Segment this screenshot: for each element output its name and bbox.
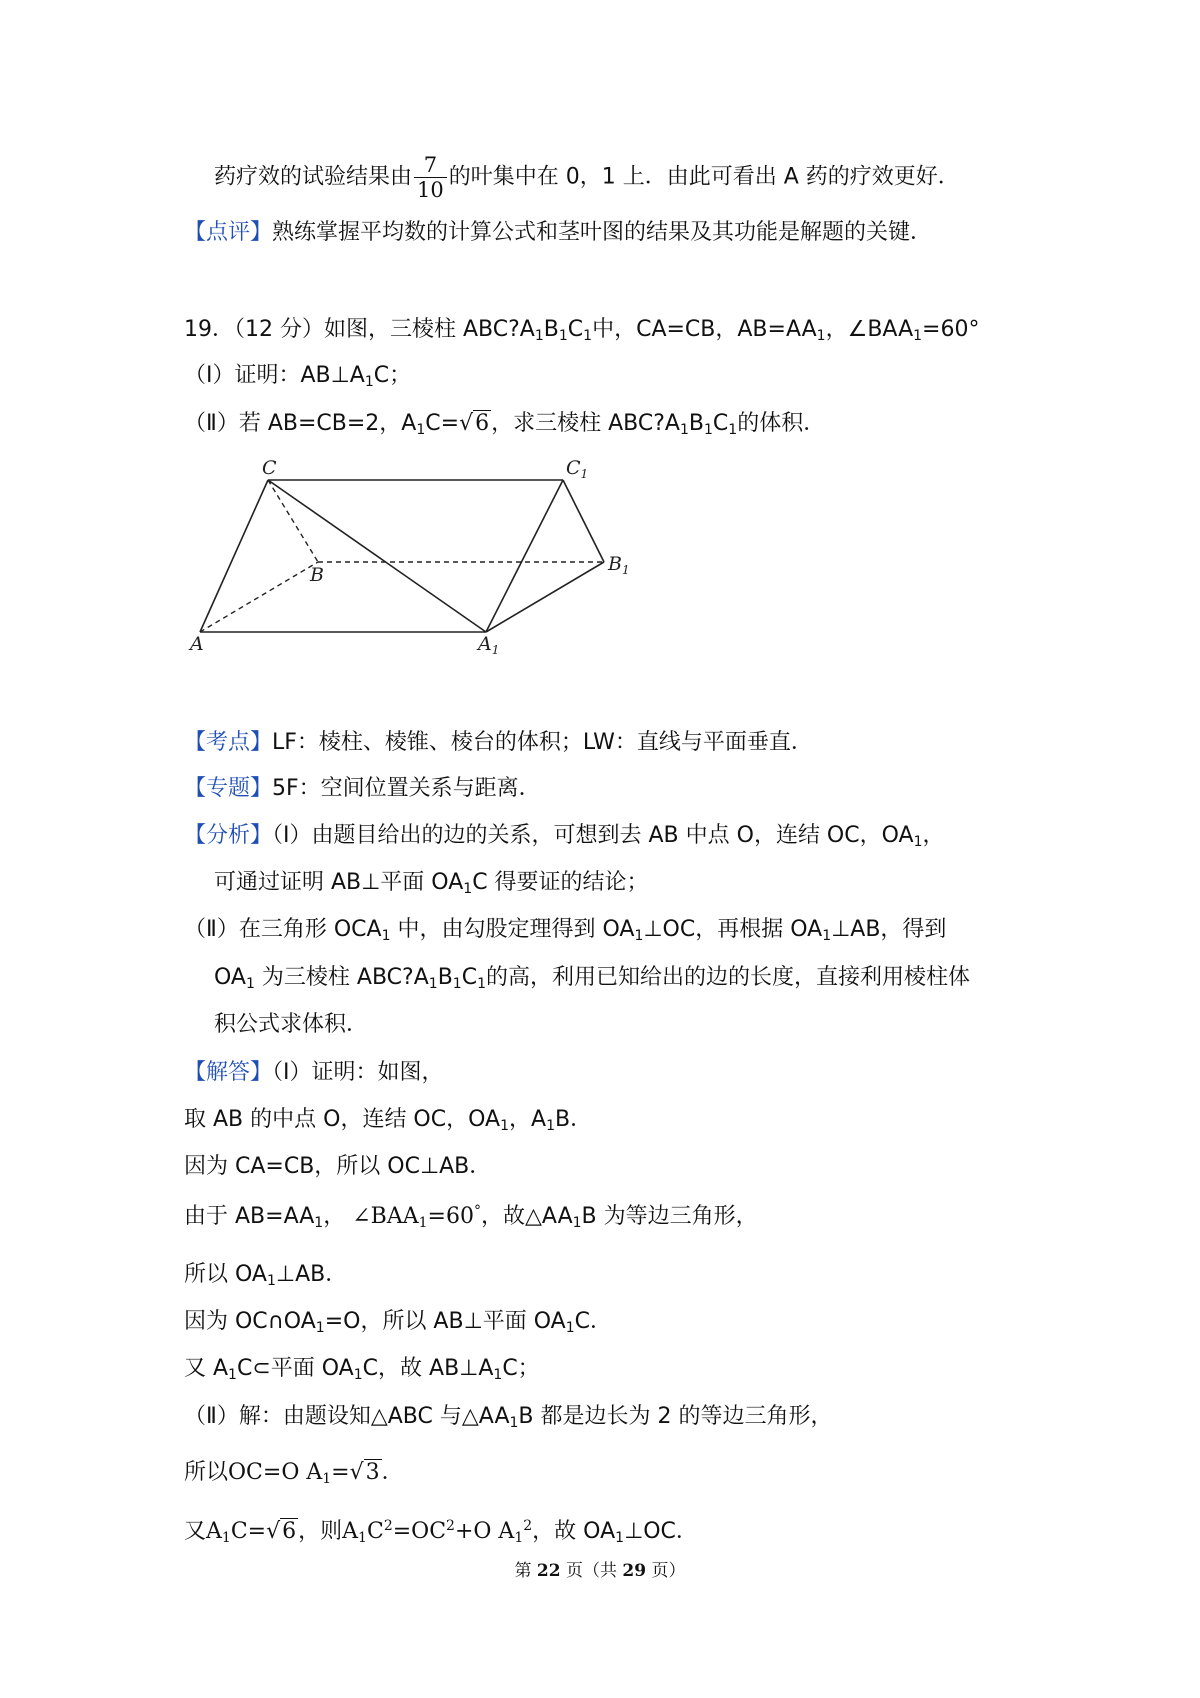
jieda-text-10-then: ，则	[298, 1519, 343, 1544]
fenxi-text-4-pre: OA	[214, 965, 246, 990]
label-B1: $B_1$	[608, 553, 630, 577]
jieda-line-5: 所以 $OA_1\perp AB$．	[184, 1262, 348, 1289]
part1-end: C；	[373, 363, 412, 388]
page-number: 22	[536, 1561, 561, 1581]
fenxi-text-2-post: C 得要证的结论；	[472, 870, 649, 895]
zhuanti-tag: 【专题】	[184, 776, 273, 801]
jieda-text-8-pre: （Ⅱ）解：由题设知△ABC 与△AA	[184, 1404, 510, 1429]
kaodian-line	[184, 728, 813, 758]
jieda-line-7: 又 $A_1C\subset$平面 $OA_1C$，故 $AB\perp A_1C$；	[184, 1356, 540, 1383]
fenxi-line-3: （Ⅱ）在三角形 $OCA_1$ 中，由勾股定理得到 $OA_1\perp OC$，再根据 $OA_1\perp AB$，得到	[184, 917, 947, 944]
problem-part1: （Ⅰ）证明：$AB\perp A_1C$；	[184, 363, 412, 390]
pythagoras-formula: $A_1C^2=OC^2+O$ $A_1^2$	[342, 1518, 533, 1546]
label-B: B	[310, 564, 324, 586]
page-footer	[0, 1556, 1200, 1581]
edge-C-A	[200, 480, 268, 632]
fenxi-text-5: 积公式求体积．	[214, 1012, 369, 1037]
edge-C-A1	[268, 480, 486, 632]
zhuanti-text: 5F：空间位置关系与距离．	[272, 776, 541, 801]
part1-text: （Ⅰ）证明：AB⊥A	[184, 363, 365, 388]
footer-mid: 页（共	[560, 1561, 623, 1581]
problem-conditions: 中，CA=CB，AB=AA	[592, 317, 817, 342]
jieda-text-6-pre: 因为 OC∩OA	[184, 1309, 316, 1334]
fenxi-text-3-pre: （Ⅱ）在三角形 OCA	[184, 917, 382, 942]
jieda-text-3: 因为 CA=CB，所以 OC⊥AB．	[184, 1154, 492, 1179]
jieda-text-6-mid: =O，所以 AB⊥平面 OA	[324, 1309, 566, 1334]
jieda-text-10-end: ⊥OC．	[624, 1519, 698, 1544]
kaodian-tag: 【考点】	[184, 730, 273, 755]
jieda-line-10: 又$A_1C=√6$，则$A_1C^2=OC^2+O$ $A_1^2$，故 $OA_1\perp OC$．	[184, 1518, 698, 1546]
dianping-text: 熟练掌握平均数的计算公式和茎叶图的结果及其功能是解题的关键．	[272, 220, 933, 245]
jieda-text-6-end: C．	[574, 1309, 613, 1334]
fenxi-text-1: （Ⅰ）由题目给出的边的关系，可想到去 AB 中点 O，连结 OC，OA	[272, 823, 914, 848]
dianping-line	[184, 218, 932, 248]
problem-angle-label: ，∠BAA	[825, 317, 914, 342]
missing-glyph: ?	[402, 965, 414, 990]
jieda-line-9	[184, 1458, 404, 1488]
footer-pre: 第	[514, 1561, 537, 1581]
jieda-text-4-end: B 为等边三角形，	[581, 1204, 758, 1229]
problem-number: 19．（12 分）如图，三棱柱 ABC	[184, 317, 509, 342]
jieda-text-10-pre: 又	[184, 1519, 207, 1544]
label-C: C	[262, 457, 277, 479]
sqrt-3: √3	[349, 1460, 380, 1485]
jieda-text-9-pre: 所以	[184, 1460, 229, 1485]
fraction-7-10	[414, 153, 447, 202]
jieda-text-7-mid2: C，故 AB⊥A	[362, 1356, 494, 1381]
footer-post: 页）	[646, 1561, 686, 1581]
fenxi-line-4: $OA_1$ 为三棱柱 $ABC?A_1B_1C_1$的高，利用已知给出的边的长度，直接利用棱柱体	[214, 965, 971, 992]
fenxi-text-3-end: ⊥AB，得到	[831, 917, 947, 942]
fenxi-text-3-mid: 中，由勾股定理得到 OA	[390, 917, 635, 942]
jieda-line-8: （Ⅱ）解：由题设知△ABC 与$\triangle AA_1B$ 都是边长为 2 的等边三角形，	[184, 1404, 833, 1431]
fenxi-text-1-end: ，	[922, 823, 945, 848]
fenxi-tag: 【分析】	[184, 823, 273, 848]
jieda-line-1	[184, 1058, 444, 1088]
a1c-formula: $A_1C=√6$	[206, 1519, 297, 1546]
jieda-text-2-end: B．	[555, 1107, 593, 1132]
jieda-tag: 【解答】	[184, 1060, 273, 1085]
jieda-text-4-post: ，故△AA	[480, 1204, 573, 1229]
edge-C1-B1	[563, 480, 604, 562]
fenxi-text-4-mid: 为三棱柱 ABC	[254, 965, 403, 990]
jieda-line-3	[184, 1152, 491, 1182]
edge-C-B-hidden	[268, 480, 318, 562]
fenxi-text-3-mid2: ⊥OC，再根据 OA	[643, 917, 823, 942]
jieda-text-7-mid: C⊂平面 OA	[236, 1356, 354, 1381]
jieda-text-10-post: ，故 OA	[532, 1519, 616, 1544]
problem-part2: （Ⅱ）若 AB=CB=2，$A_1C=√6$，求三棱柱 $ABC?A_1B_1C_1$的体积．	[184, 411, 826, 438]
jieda-text-5-pre: 所以 OA	[184, 1262, 267, 1287]
part2-text-post: ，求三棱柱 ABC	[491, 411, 654, 436]
fenxi-text-2-pre: 可通过证明 AB⊥平面 OA	[214, 870, 464, 895]
part2-mid: C=	[425, 411, 460, 436]
kaodian-text: LF：棱柱、棱锥、棱台的体积；LW：直线与平面垂直．	[272, 730, 813, 755]
problem-header: 19．（12 分）如图，三棱柱 $ABC?A_1B_1C_1$中，CA=CB，$AB=AA_1$，$\angle BAA_1=60^\circ$	[184, 317, 980, 344]
problem-angle-value: =60°	[922, 317, 980, 342]
angle-formula: $\angle BAA_1=60^\circ$	[352, 1203, 481, 1231]
intro-line	[214, 153, 960, 202]
label-C1: $C_1$	[566, 457, 589, 481]
jieda-text-1: （Ⅰ）证明：如图，	[272, 1060, 444, 1085]
jieda-text-4-sep: ，	[323, 1204, 346, 1229]
fenxi-line-1: 【分析】（Ⅰ）由题目给出的边的关系，可想到去 AB 中点 O，连结 OC，$OA_1$，	[184, 823, 945, 850]
prism-figure	[178, 452, 658, 662]
jieda-line-4: 由于 $AB=AA_1$， $\angle BAA_1=60^\circ$，故$\triangle AA_1B$ 为等边三角形，	[184, 1203, 758, 1231]
fenxi-line-2: 可通过证明 AB⊥平面 $OA_1C$ 得要证的结论；	[214, 870, 649, 897]
dianping-tag: 【点评】	[184, 220, 273, 245]
part2-text-pre: （Ⅱ）若 AB=CB=2，A	[184, 411, 417, 436]
jieda-line-6: 因为 $OC\cap OA_1=O$，所以 AB⊥平面 $OA_1C$．	[184, 1309, 613, 1336]
zhuanti-line	[184, 774, 541, 804]
edge-A-B-hidden	[200, 562, 318, 632]
missing-glyph: ?	[508, 317, 520, 342]
fraction-denominator: 10	[417, 178, 444, 202]
jieda-text-2-pre: 取 AB 的中点 O，连结 OC，OA	[184, 1107, 501, 1132]
fenxi-text-4-post: 的高，利用已知给出的边的长度，直接利用棱柱体	[486, 965, 971, 990]
missing-glyph: ?	[653, 411, 665, 436]
label-A1: $A_1$	[478, 633, 500, 657]
total-pages: 29	[622, 1561, 647, 1581]
jieda-text-7-end: C；	[502, 1356, 540, 1381]
jieda-line-2: 取 AB 的中点 O，连结 OC，$OA_1$，$A_1B$．	[184, 1107, 593, 1134]
jieda-text-5-end: ⊥AB．	[275, 1262, 348, 1287]
fenxi-line-5	[214, 1010, 368, 1040]
part2-end: 的体积．	[737, 411, 826, 436]
intro-text-post: 的叶集中在 0，1 上．由此可看出 A 药的疗效更好．	[448, 164, 960, 190]
label-A: A	[190, 633, 204, 655]
sqrt-6: √6	[459, 411, 490, 436]
intro-text-pre: 药疗效的试验结果由	[214, 164, 413, 190]
jieda-text-2-mid: ，A	[509, 1107, 547, 1132]
jieda-text-4-pre: 由于 AB=AA	[184, 1204, 315, 1229]
jieda-text-9-end: ．	[381, 1460, 404, 1485]
fraction-numerator: 7	[414, 153, 447, 178]
jieda-text-7-pre: 又 A	[184, 1356, 229, 1381]
sqrt-6-b: √6	[266, 1519, 297, 1544]
jieda-text-8-end: B 都是边长为 2 的等边三角形，	[518, 1404, 833, 1429]
oc-oa1-formula: OC=O $A_1=√3$	[228, 1460, 380, 1487]
